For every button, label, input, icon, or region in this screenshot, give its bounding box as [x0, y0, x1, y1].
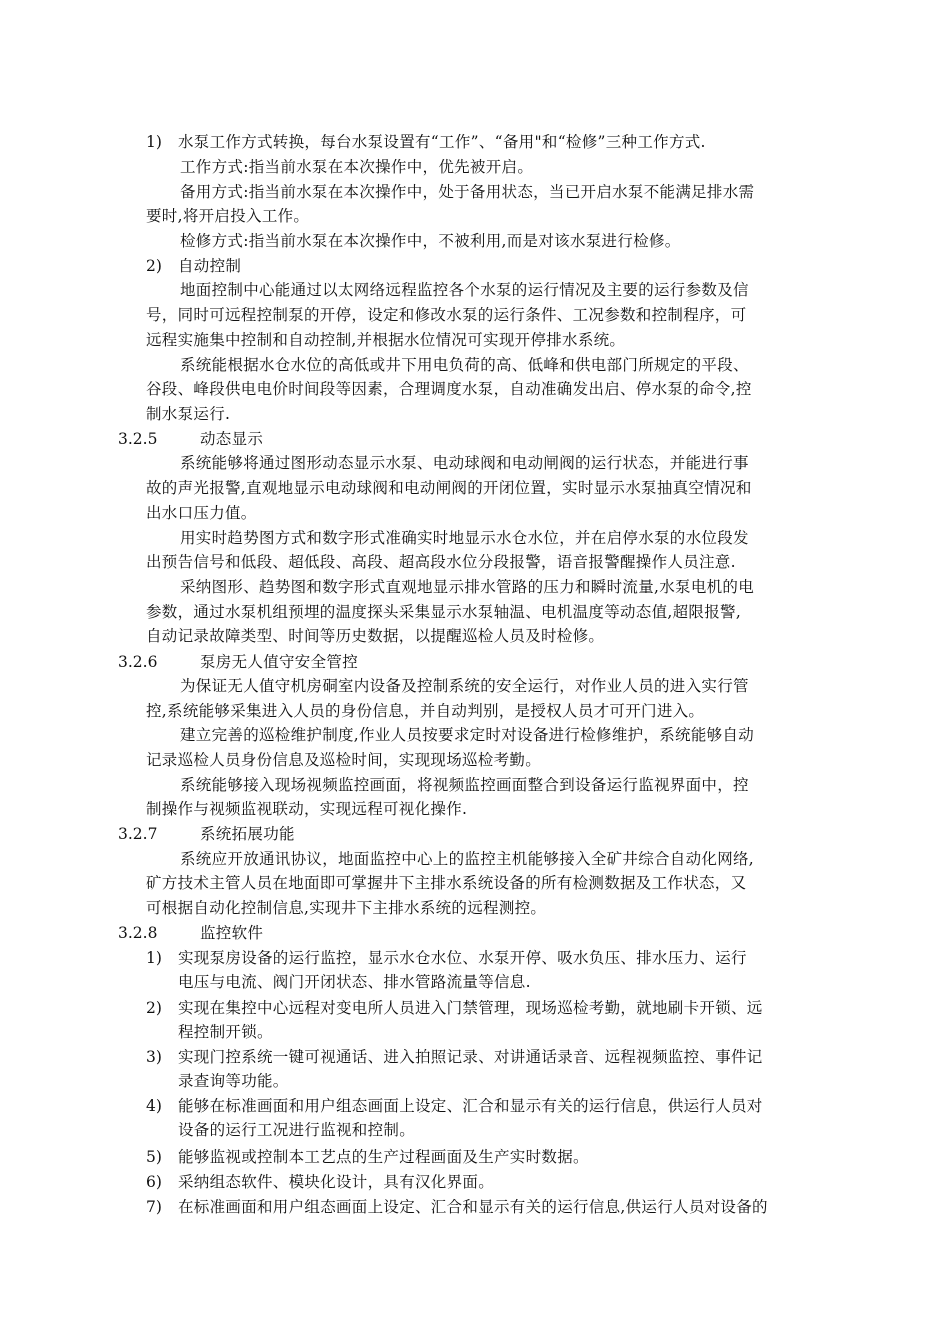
text-line: 采纳图形、趋势图和数字形式直观地显示排水管路的压力和瞬时流量,水泵电机的电 [180, 578, 755, 596]
text-line: 录查询等功能。 [178, 1072, 289, 1090]
text-line: 系统能够将通过图形动态显示水泵、电动球阀和电动闸阀的运行状态，并能进行事 [180, 454, 749, 472]
text-line: 为保证无人值守机房硐室内设备及控制系统的安全运行，对作业人员的进入实行管 [180, 677, 749, 695]
list-marker: 2) [146, 999, 162, 1017]
text-line: 控,系统能够采集进入人员的身份信息，并自动判别，是授权人员才可开门进入。 [146, 702, 705, 720]
text-line: 地面控制中心能通过以太网络远程监控各个水泵的运行情况及主要的运行参数及信 [180, 281, 749, 299]
text-line: 系统拓展功能 [200, 825, 295, 843]
text-line: 矿方技术主管人员在地面即可掌握井下主排水系统设备的所有检测数据及工作状态，又 [146, 874, 747, 892]
text-line: 程控制开锁。 [178, 1023, 273, 1041]
list-marker: 3.2.8 [118, 924, 158, 942]
text-line: 谷段、峰段供电电价时间段等因素，合理调度水泵，自动准确发出启、停水泵的命令,控 [146, 380, 752, 398]
text-line: 动态显示 [200, 430, 264, 448]
list-marker: 5) [146, 1148, 162, 1166]
text-line: 能够在标准画面和用户组态画面上设定、汇合和显示有关的运行信息，供运行人员对 [178, 1097, 763, 1115]
text-line: 制操作与视频监视联动，实现远程可视化操作. [146, 800, 468, 818]
text-line: 用实时趋势图方式和数字形式准确实时地显示水仓水位，并在启停水泵的水位段发 [180, 529, 749, 547]
list-marker: 1) [146, 133, 162, 151]
text-line: 实现门控系统一键可视通话、进入拍照记录、对讲通话录音、远程视频监控、事件记 [178, 1048, 763, 1066]
text-line: 备用方式:指当前水泵在本次操作中，处于备用状态，当已开启水泵不能满足排水需 [180, 183, 755, 201]
text-line: 检修方式:指当前水泵在本次操作中，不被利用,而是对该水泵进行检修。 [180, 232, 681, 250]
text-line: 设备的运行工况进行监视和控制。 [178, 1121, 416, 1139]
text-line: 参数，通过水泵机组预埋的温度探头采集显示水泵轴温、电机温度等动态值,超限报警, [146, 603, 742, 621]
text-line: 实现泵房设备的运行监控，显示水仓水位、水泵开停、吸水负压、排水压力、运行 [178, 949, 747, 967]
text-line: 记录巡检人员身份信息及巡检时间，实现现场巡检考勤。 [146, 751, 542, 769]
list-marker: 7) [146, 1198, 162, 1216]
list-marker: 6) [146, 1173, 162, 1191]
text-line: 号，同时可远程控制泵的开停，设定和修改水泵的运行条件、工况参数和控制程序，可 [146, 306, 747, 324]
text-line: 出预告信号和低段、超低段、高段、超高段水位分段报警，语音报警醒操作人员注意. [146, 553, 736, 571]
text-line: 系统能够接入现场视频监控画面，将视频监控画面整合到设备运行监视界面中，控 [180, 776, 749, 794]
text-line: 制水泵运行. [146, 405, 231, 423]
text-line: 自动记录故障类型、时间等历史数据，以提醒巡检人员及时检修。 [146, 627, 605, 645]
text-line: 要时,将开启投入工作。 [146, 207, 310, 225]
text-line: 实现在集控中心远程对变电所人员进入门禁管理，现场巡检考勤，就地刷卡开锁、远 [178, 999, 763, 1017]
text-line: 电压与电流、阀门开闭状态、排水管路流量等信息. [178, 973, 531, 991]
list-marker: 3) [146, 1048, 162, 1066]
text-line: 在标准画面和用户组态画面上设定、汇合和显示有关的运行信息,供运行人员对设备的 [178, 1198, 768, 1216]
text-line: 能够监视或控制本工艺点的生产过程画面及生产实时数据。 [178, 1148, 589, 1166]
text-line: 远程实施集中控制和自动控制,并根据水位情况可实现开停排水系统。 [146, 331, 626, 349]
text-line: 水泵工作方式转换，每台水泵设置有“工作”、“备用"和“检修”三种工作方式. [178, 133, 706, 151]
text-line: 可根据自动化控制信息,实现井下主排水系统的远程测控。 [146, 899, 547, 917]
text-line: 出水口压力值。 [146, 504, 257, 522]
text-line: 泵房无人值守安全管控 [200, 653, 359, 671]
text-line: 故的声光报警,直观地显示电动球阀和电动闸阀的开闭位置，实时显示水泵抽真空情况和 [146, 479, 752, 497]
text-line: 系统应开放通讯协议，地面监控中心上的监控主机能够接入全矿井综合自动化网络, [180, 850, 755, 868]
list-marker: 1) [146, 949, 162, 967]
list-marker: 3.2.5 [118, 430, 158, 448]
text-line: 工作方式:指当前水泵在本次操作中，优先被开启。 [180, 158, 534, 176]
text-line: 系统能根据水仓水位的高低或井下用电负荷的高、低峰和供电部门所规定的平段、 [180, 356, 749, 374]
text-line: 监控软件 [200, 924, 264, 942]
list-marker: 3.2.6 [118, 653, 158, 671]
list-marker: 2) [146, 257, 162, 275]
list-marker: 3.2.7 [118, 825, 158, 843]
text-line: 建立完善的巡检维护制度,作业人员按要求定时对设备进行检修维护，系统能够自动 [180, 726, 755, 744]
text-line: 自动控制 [178, 257, 242, 275]
text-line: 采纳组态软件、模块化设计，具有汉化界面。 [178, 1173, 495, 1191]
list-marker: 4) [146, 1097, 162, 1115]
